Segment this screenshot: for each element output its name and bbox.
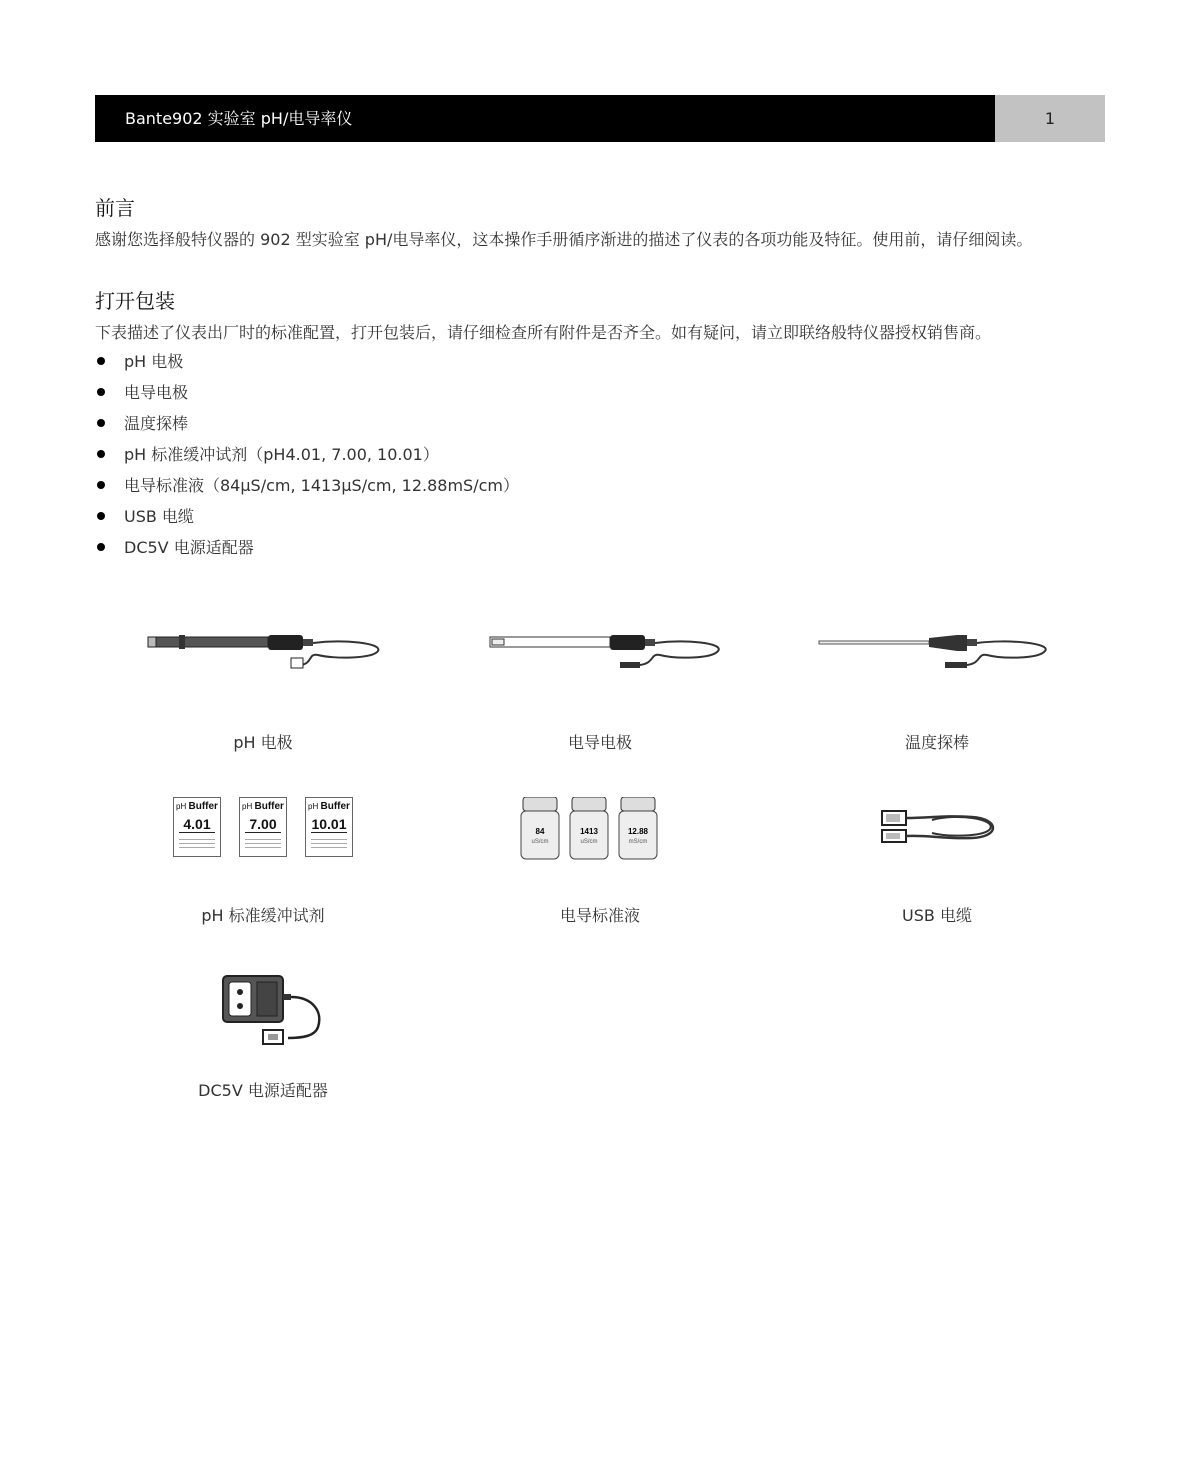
conductivity-standards-illustration [432,797,768,861]
conductivity-electrode-illustration [432,625,768,680]
unpacking-heading: 打开包装 [95,289,175,313]
ph-buffers-caption: pH 标准缓冲试剂 [201,906,325,925]
usb-cable-illustration [769,805,1105,850]
svg-text:uS/cm: uS/cm [580,839,598,845]
conductivity-standards-caption: 电导标准液 [559,906,640,925]
ph-electrode-icon [143,625,383,680]
ph-electrode-caption: pH 电极 [233,733,293,752]
document-title: Bante902 实验室 pH/电导率仪 [95,95,995,142]
ph-electrode-illustration [95,625,431,680]
list-item: 电导电极 [95,377,519,408]
package-contents-list [95,346,519,563]
list-item: DC5V 电源适配器 [95,532,519,563]
preface-text-block [95,227,1105,250]
page-number: 1 [995,95,1105,142]
buffer-card: pH Buffer 7.00 [239,797,287,857]
svg-text:84: 84 [535,827,545,836]
bottle-icon [570,797,608,859]
bottle-icons [520,797,680,861]
temperature-probe-caption: 温度探棒 [904,733,969,752]
ph-buffers-illustration [95,797,431,857]
conductivity-electrode-icon [480,625,720,680]
usb-cable-icon [872,805,1002,850]
page-header [95,95,1105,142]
temperature-probe-icon [817,625,1057,680]
temperature-probe-illustration [769,625,1105,680]
list-item: pH 标准缓冲试剂（pH4.01, 7.00, 10.01） [95,439,519,470]
svg-text:1413: 1413 [580,827,598,836]
list-item: USB 电缆 [95,501,519,532]
list-item: 电导标准液（84μS/cm, 1413μS/cm, 12.88mS/cm） [95,470,519,501]
bottle-icon [619,797,657,859]
list-item: pH 电极 [95,346,519,377]
svg-text:12.88: 12.88 [627,827,649,836]
buffer-card: pH Buffer 4.01 [173,797,221,857]
unpacking-section [95,285,1105,314]
conductivity-electrode-caption: 电导电极 [567,733,632,752]
preface-section [95,192,1105,221]
buffer-card: pH Buffer 10.01 [305,797,353,857]
preface-text: 感谢您选择般特仪器的 902 型实验室 pH/电导率仪，这本操作手册循序渐进的描述了仪表的各项功能及特征。使用前，请仔细阅读。 [95,230,1033,249]
unpacking-text: 下表描述了仪表出厂时的标准配置，打开包装后，请仔细检查所有附件是否齐全。如有疑问，请立即联络般特仪器授权销售商。 [95,323,992,342]
svg-text:uS/cm: uS/cm [531,839,549,845]
power-adapter-caption: DC5V 电源适配器 [198,1081,328,1100]
svg-text:mS/cm: mS/cm [628,839,648,845]
list-item: 温度探棒 [95,408,519,439]
power-adapter-illustration [95,972,431,1052]
usb-cable-caption: USB 电缆 [902,906,972,925]
power-adapter-icon [203,972,323,1052]
preface-heading: 前言 [95,196,135,220]
bottle-icon [521,797,559,859]
unpacking-text-block [95,320,1105,343]
